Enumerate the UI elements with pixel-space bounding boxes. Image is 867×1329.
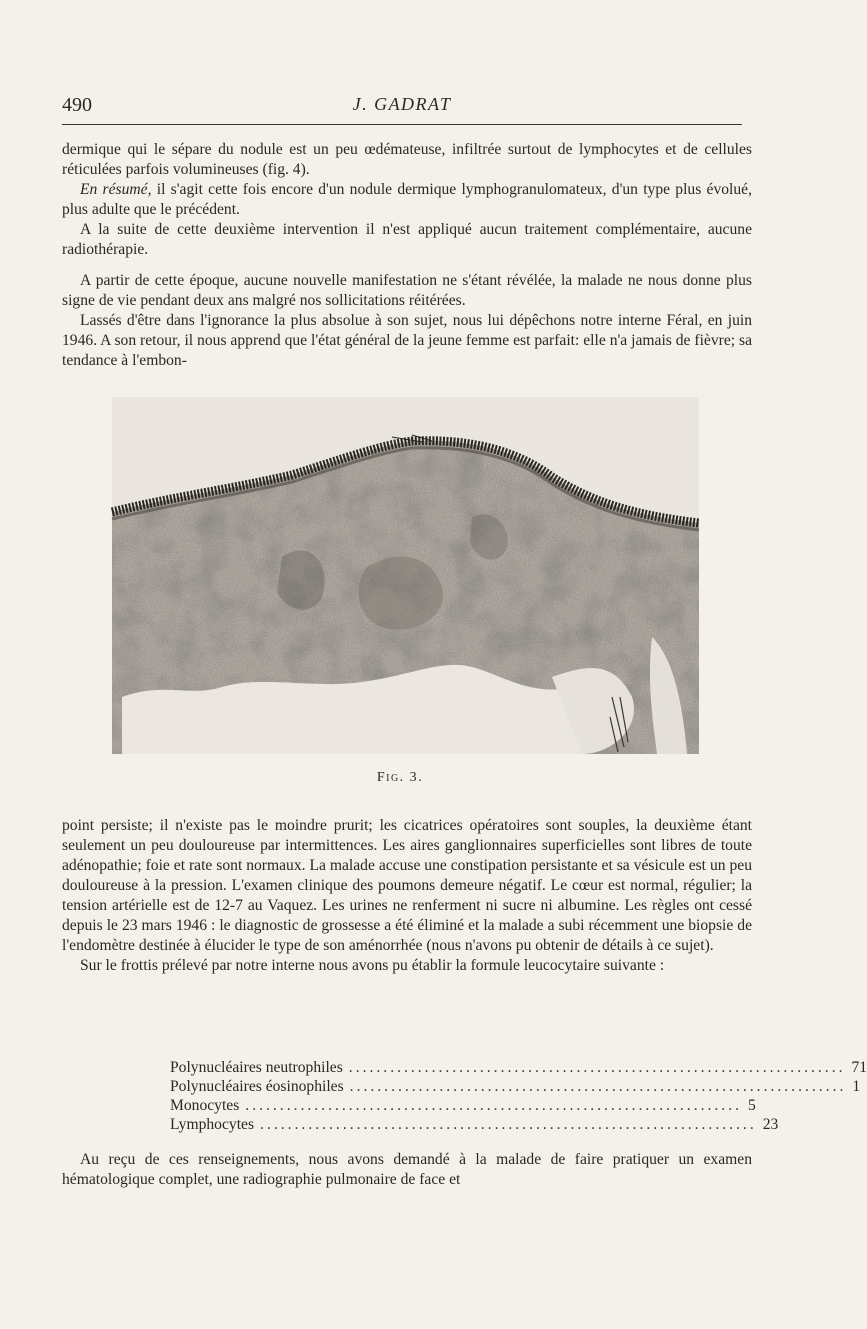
row-label: Lymphocytes bbox=[170, 1116, 255, 1133]
table-row bbox=[170, 1115, 779, 1134]
table-row bbox=[170, 1077, 861, 1096]
table-row bbox=[170, 1058, 867, 1077]
paragraph: A la suite de cette deuxième intervention il n'est appliqué aucun traitement complémentaire, aucune radiothérapie. bbox=[62, 221, 752, 258]
middle-text-block bbox=[62, 816, 752, 976]
row-value: 71 bbox=[851, 1059, 867, 1076]
row-label: Polynucléaires éosinophiles bbox=[170, 1078, 344, 1095]
leader-dots: ........................................................................ bbox=[245, 1097, 742, 1114]
table-row bbox=[170, 1096, 756, 1115]
row-value: 1 bbox=[852, 1078, 861, 1095]
page-number: 490 bbox=[62, 94, 92, 116]
histology-figure bbox=[112, 397, 699, 754]
leader-dots: ........................................................................ bbox=[349, 1078, 847, 1095]
running-head: J. GADRAT bbox=[352, 94, 452, 114]
paragraph: A partir de cette époque, aucune nouvelle manifestation ne s'étant révélée, la malade ne nous donne plus signe de vie pendant deux ans malgré nos sollicitations réitérées. bbox=[62, 272, 752, 309]
paragraph bbox=[62, 180, 752, 220]
bottom-text-block bbox=[62, 1150, 752, 1190]
paragraph: Au reçu de ces renseignements, nous avons demandé à la malade de faire pratiquer un examen hématologique complet, une radiographie pulmonaire de face et bbox=[62, 1151, 752, 1188]
paragraph: Sur le frottis prélevé par notre interne nous avons pu établir la formule leucocytaire suivante : bbox=[80, 957, 665, 974]
summary-lead: En résumé, bbox=[80, 181, 152, 198]
leader-dots: ........................................................................ bbox=[348, 1059, 846, 1076]
row-value: 5 bbox=[747, 1097, 756, 1114]
leader-dots: ........................................................................ bbox=[260, 1116, 757, 1133]
figure-caption: Fig. 3. bbox=[376, 770, 424, 785]
row-label: Polynucléaires neutrophiles bbox=[170, 1059, 343, 1076]
row-value: 23 bbox=[762, 1116, 779, 1133]
row-label: Monocytes bbox=[170, 1097, 240, 1114]
top-text-block bbox=[62, 140, 752, 371]
paragraph-text: il s'agit cette fois encore d'un nodule dermique lymphogranulomateux, d'un type plus évolué, plus adulte que le précédent. bbox=[62, 181, 752, 218]
paragraph: Lassés d'être dans l'ignorance la plus absolue à son sujet, nous lui dépêchons notre interne Féral, en juin 1946. A son retour, il nous apprend que l'état général de la jeune femme est parfait: elle n'a jamais de fièvre; sa tendance à l'embon- bbox=[62, 312, 752, 369]
leukocyte-formula-table bbox=[170, 1058, 867, 1134]
paragraph: dermique qui le sépare du nodule est un peu œdémateuse, infiltrée surtout de lymphocytes et de cellules réticulées parfois volumineuses (fig. 4). bbox=[62, 141, 752, 178]
paragraph: point persiste; il n'existe pas le moindre prurit; les cicatrices opératoires sont souples, la deuxième étant seulement un peu douloureuse par intermittences. Les aires ganglionnaires superficielles sont libres de toute adénopathie; foie et rate sont normaux. La malade accuse une constipation persistante et sa vésicule est un peu douloureuse à la pression. L'examen clinique des poumons demeure négatif. Le cœur est normal, régulier; la tension artérielle est de 12-7 au Vaquez. Les urines ne renferment ni sucre ni albumine. Les règles ont cessé depuis le 23 mars 1946 : le diagnostic de grossesse a été éliminé et la malade a subi récemment une biopsie de l'endomètre destinée à élucider le type de son aménorrhée (nous n'avons pu obtenir de détails à ce sujet). bbox=[62, 817, 752, 954]
page-header bbox=[62, 90, 742, 125]
histology-micrograph-icon bbox=[112, 397, 699, 754]
